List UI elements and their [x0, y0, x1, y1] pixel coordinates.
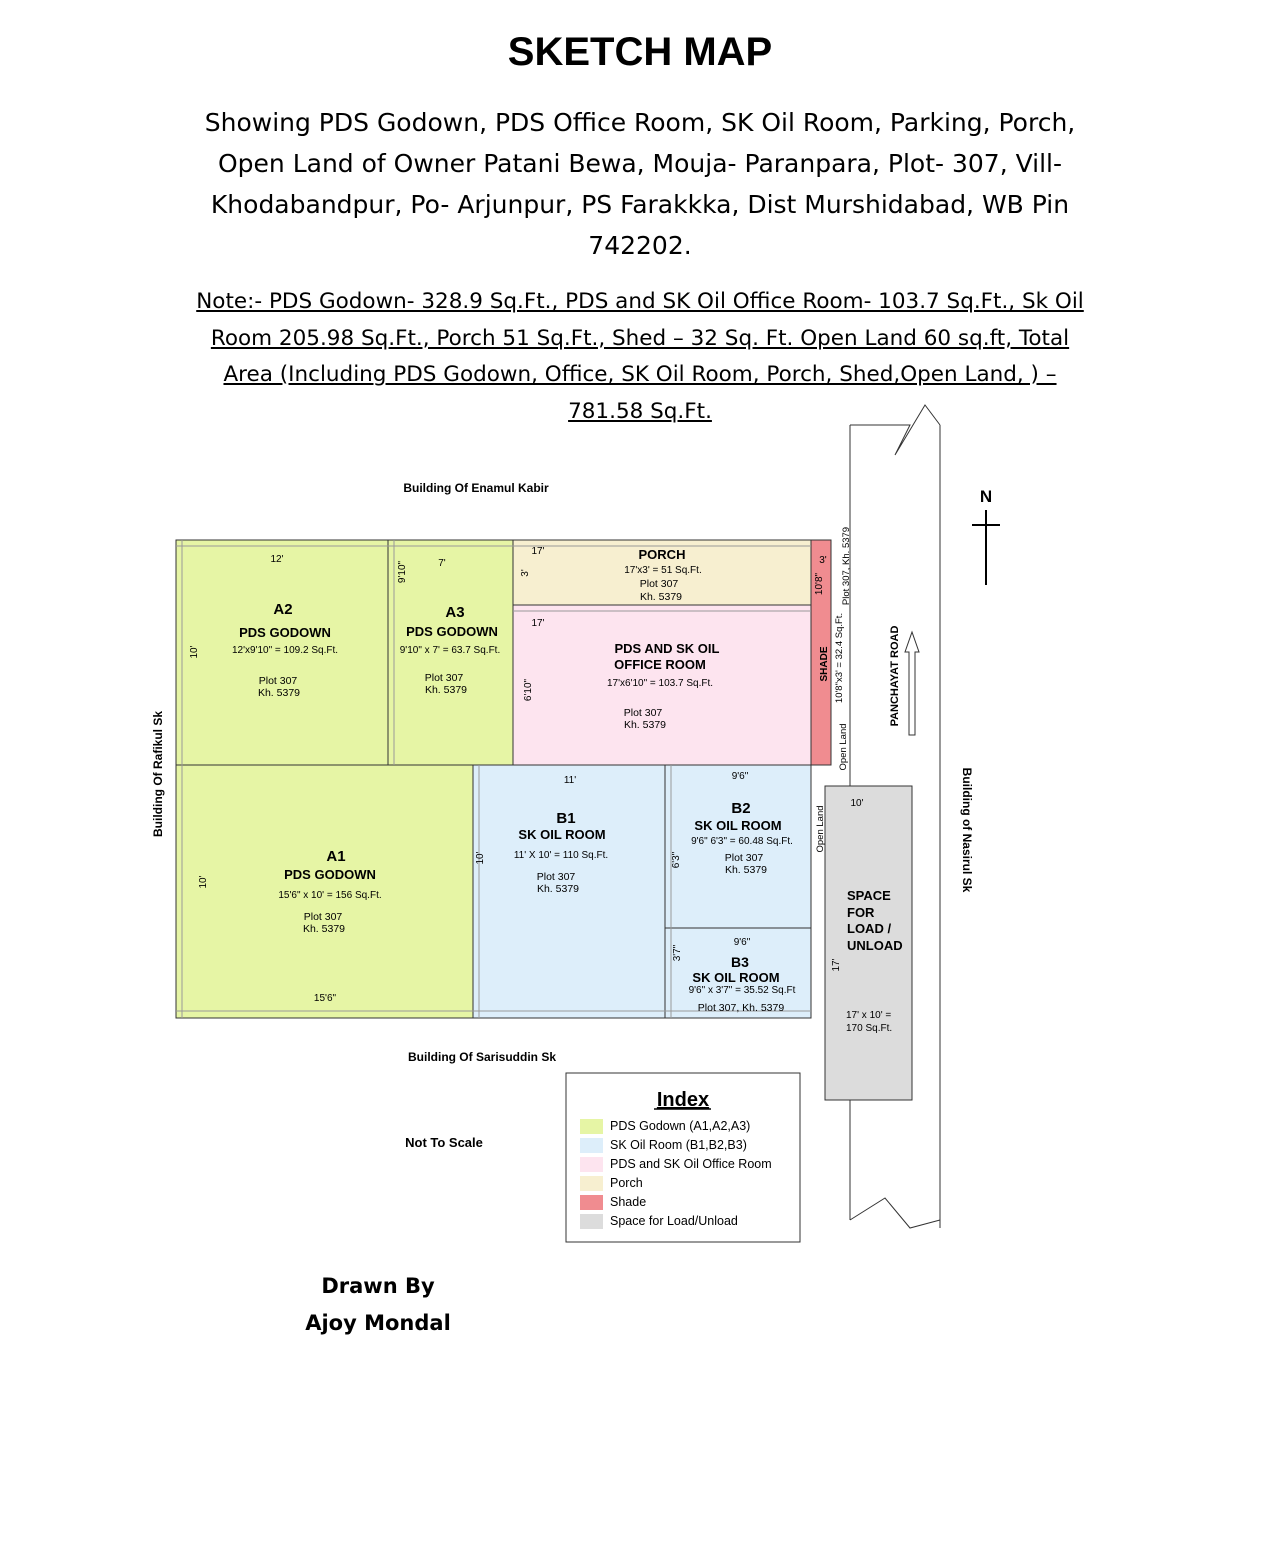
shade-name: SHADE — [819, 646, 830, 682]
b1-kh: Kh. 5379 — [536, 883, 580, 895]
index-title: Index — [656, 1089, 710, 1111]
load-dim-top: 10' — [850, 798, 864, 809]
office-dim-top: 17' — [531, 618, 545, 629]
index-item-label: PDS Godown (A1,A2,A3) — [610, 1119, 751, 1133]
index-item-label: Shade — [610, 1195, 647, 1209]
a3-id: A3 — [445, 604, 465, 621]
b2-area: 9'6" 6'3" = 60.48 Sq.Ft. — [691, 836, 793, 847]
a1-dim-side: 10' — [198, 875, 209, 889]
b2-name: SK OIL ROOM — [694, 818, 782, 833]
page-title: SKETCH MAP — [507, 30, 773, 74]
shade-dim-side: 10'8" — [814, 572, 825, 596]
office-name-line1: PDS AND SK OIL — [614, 641, 720, 656]
load-area-line2: 170 Sq.Ft. — [846, 1023, 893, 1034]
open-land-label-1: Open Land — [838, 723, 849, 771]
shade-area: 10'8"x3' = 32.4 Sq.Ft. — [834, 612, 845, 704]
porch-dim-side: 3' — [520, 569, 531, 577]
b1-area: 11' X 10' = 110 Sq.Ft. — [513, 850, 609, 861]
label-south-boundary: Building Of Sarisuddin Sk — [407, 1050, 557, 1064]
a1-area: 15'6" x 10' = 156 Sq.Ft. — [278, 890, 382, 901]
b3-dim-side: 3'7" — [672, 944, 683, 962]
a3-dim-top: 7' — [438, 558, 446, 569]
b2-plot: Plot 307 — [724, 852, 764, 864]
a2-name: PDS GODOWN — [239, 625, 331, 640]
label-north-boundary: Building Of Enamul Kabir — [403, 481, 549, 495]
porch-plot: Plot 307 — [639, 578, 679, 590]
a1-kh: Kh. 5379 — [302, 923, 346, 935]
area-note: Note:- PDS Godown- 328.9 Sq.Ft., PDS and SK Oil Office Room- 103.7 Sq.Ft., Sk Oil Room 205.98 Sq.Ft., Porch 51 Sq.Ft., Shed – 32 Sq. Ft. Open Land 60 sq.ft, Total Area (Including PDS Godown, Office, SK Oil Room, Porch, Shed,Open Land, ) – 781.58 Sq.Ft. — [196, 289, 1084, 424]
load-dim-side: 17' — [831, 958, 842, 972]
label-east-boundary: Building of Nasirul Sk — [960, 767, 974, 893]
shade-dim-top: 3' — [819, 555, 827, 566]
porch-kh: Kh. 5379 — [639, 591, 683, 603]
label-west-boundary: Building Of Rafikul Sk — [151, 710, 165, 838]
office-area: 17'x6'10" = 103.7 Sq.Ft. — [606, 678, 714, 689]
index-item-label: Porch — [610, 1176, 643, 1190]
b3-dim-top: 9'6" — [733, 937, 751, 948]
map-description: Showing PDS Godown, PDS Office Room, SK Oil Room, Parking, Porch, Open Land of Owner Patani Bewa, Mouja- Paranpara, Plot- 307, Vill-Khodabandpur, Po- Arjunpur, PS Farakkka, Dist Murshidabad, WB Pin 742202. — [204, 108, 1076, 260]
a2-dim-top: 12' — [270, 554, 284, 565]
a3-area: 9'10" x 7' = 63.7 Sq.Ft. — [399, 645, 501, 656]
index-item-label: PDS and SK Oil Office Room — [610, 1157, 772, 1171]
a1-dim-bottom: 15'6" — [313, 993, 337, 1004]
load-line3: LOAD / — [847, 921, 892, 936]
a2-plot: Plot 307 — [258, 675, 298, 687]
a3-plot: Plot 307 — [424, 672, 464, 684]
a1-id: A1 — [326, 848, 346, 865]
b1-name: SK OIL ROOM — [518, 827, 606, 842]
a1-plot: Plot 307 — [303, 911, 343, 923]
b2-dim-top: 9'6" — [731, 771, 749, 782]
b1-dim-top: 11' — [563, 775, 577, 786]
not-to-scale-label: Not To Scale — [405, 1135, 483, 1150]
index-swatch — [580, 1157, 603, 1172]
b2-kh: Kh. 5379 — [724, 864, 768, 876]
a2-kh: Kh. 5379 — [257, 687, 301, 699]
load-line2: FOR — [847, 905, 875, 920]
a3-kh: Kh. 5379 — [424, 684, 468, 696]
b3-name: SK OIL ROOM — [692, 970, 780, 985]
office-name-line2: OFFICE ROOM — [614, 657, 706, 672]
porch-area: 17'x3' = 51 Sq.Ft. — [624, 565, 702, 576]
index-swatch — [580, 1119, 603, 1134]
porch-dim-top: 17' — [531, 546, 545, 557]
drawn-by-block — [270, 1268, 486, 1342]
a1-name: PDS GODOWN — [284, 867, 376, 882]
office-plot: Plot 307 — [623, 707, 663, 719]
b2-id: B2 — [731, 800, 751, 817]
a2-dim-side: 10' — [189, 645, 200, 659]
office-dim-side: 6'10" — [523, 678, 534, 702]
index-item-label: SK Oil Room (B1,B2,B3) — [610, 1138, 747, 1152]
b3-plot-kh: Plot 307, Kh. 5379 — [697, 1002, 785, 1014]
index-swatch — [580, 1176, 603, 1191]
load-area-line1: 17' x 10' = — [846, 1010, 892, 1021]
index-swatch — [580, 1214, 603, 1229]
north-label: N — [979, 487, 993, 506]
b1-plot: Plot 307 — [536, 871, 576, 883]
a2-id: A2 — [273, 601, 293, 618]
drawn-by-name: Ajoy Mondal — [305, 1311, 451, 1335]
index-swatch — [580, 1138, 603, 1153]
a2-area: 12'x9'10" = 109.2 Sq.Ft. — [231, 645, 339, 656]
index-legend — [566, 1073, 800, 1242]
a3-name: PDS GODOWN — [406, 624, 498, 639]
b1-dim-side: 10' — [475, 851, 486, 865]
road-label: PANCHAYAT ROAD — [889, 625, 901, 727]
load-line1: SPACE — [847, 888, 891, 903]
index-item-label: Space for Load/Unload — [610, 1214, 738, 1228]
b3-id: B3 — [731, 954, 749, 970]
a3-dim-side: 9'10" — [397, 560, 408, 584]
index-swatch — [580, 1195, 603, 1210]
drawn-by-label: Drawn By — [321, 1274, 435, 1298]
b3-area: 9'6" x 3'7" = 35.52 Sq.Ft — [688, 985, 796, 996]
porch-name: PORCH — [638, 547, 686, 562]
office-kh: Kh. 5379 — [623, 719, 667, 731]
load-line4: UNLOAD — [847, 938, 903, 953]
shade-plot-kh: Plot 307, Kh. 5379 — [841, 526, 852, 606]
open-land-label-2: Open Land — [815, 805, 826, 853]
b1-id: B1 — [556, 810, 576, 827]
b2-dim-side: 6'3" — [671, 851, 682, 869]
